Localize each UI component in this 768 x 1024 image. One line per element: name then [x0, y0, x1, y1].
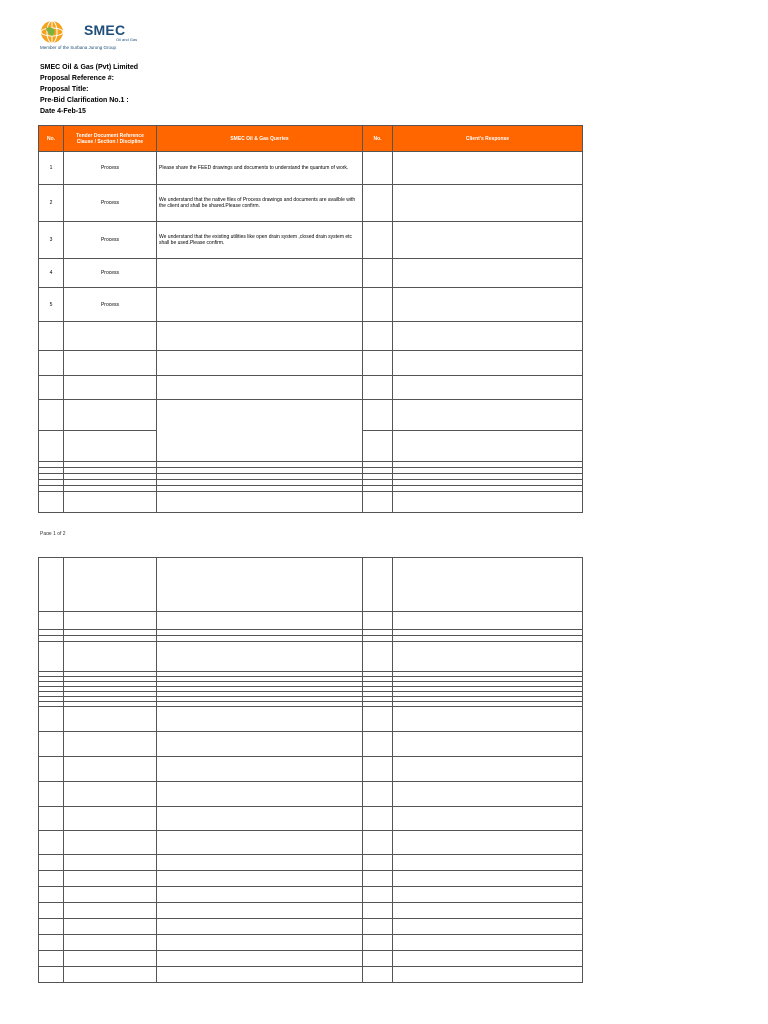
table-row — [39, 288, 583, 322]
table-row — [39, 351, 583, 376]
row-number: 1 — [39, 152, 64, 185]
row-query: Please share the FEED drawings and documents to understand the quantum of work. — [157, 152, 363, 185]
row-query — [157, 259, 363, 288]
table-row — [39, 831, 583, 855]
logo-subtitle: Oil and Gas — [116, 37, 138, 42]
row-response — [393, 152, 583, 185]
table-row — [39, 951, 583, 967]
proposal-title: Proposal Title: — [40, 86, 89, 93]
row-reference: Process — [64, 222, 157, 259]
row-reference: Process — [64, 152, 157, 185]
table-row — [39, 322, 583, 351]
table-row — [39, 967, 583, 983]
row-number: 2 — [39, 185, 64, 222]
table-row — [39, 871, 583, 887]
table-row — [39, 492, 583, 513]
table-row — [39, 376, 583, 400]
proposal-info — [40, 62, 138, 117]
row-no-cell — [363, 185, 393, 222]
header-no-2: No. — [363, 126, 393, 152]
row-response — [393, 185, 583, 222]
logo-member-text: Member of the Surbana Jurong Group — [40, 45, 117, 50]
header-reference: Tender Document Reference Clause / Section / Discipline — [64, 126, 157, 152]
proposal-reference: Proposal Reference #: — [40, 75, 114, 82]
row-reference: Process — [64, 185, 157, 222]
table-row — [39, 919, 583, 935]
row-no-cell — [363, 259, 393, 288]
page-number: Page 1 of 2 — [40, 531, 66, 535]
table-row — [39, 612, 583, 630]
row-reference: Process — [64, 259, 157, 288]
table-row — [39, 807, 583, 831]
logo-name: SMEC — [84, 22, 126, 38]
header-response: Client's Response — [393, 126, 583, 152]
table-row — [39, 903, 583, 919]
company-logo — [40, 20, 150, 54]
table-row — [39, 185, 583, 222]
row-no-cell — [363, 288, 393, 322]
document-date: Date 4-Feb-15 — [40, 108, 86, 115]
row-response — [393, 222, 583, 259]
clarification-table — [38, 125, 583, 513]
globe-logo-icon — [40, 20, 82, 44]
table-row — [39, 707, 583, 732]
table-row — [39, 259, 583, 288]
table-row — [39, 935, 583, 951]
row-reference: Process — [64, 288, 157, 322]
table-row — [39, 887, 583, 903]
company-name: SMEC Oil & Gas (Pvt) Limited — [40, 64, 139, 71]
row-query: We understand that the native files of Process drawings and documents are availble with the client and shall be shared.Please confirm. — [157, 185, 363, 222]
header-no: No. — [39, 126, 64, 152]
row-number: 4 — [39, 259, 64, 288]
header-queries: SMEC Oil & Gas Queries — [157, 126, 363, 152]
table-row — [39, 152, 583, 185]
table-row — [39, 222, 583, 259]
row-response — [393, 288, 583, 322]
continuation-table — [38, 557, 583, 983]
table-header-row — [39, 126, 583, 152]
row-query — [157, 288, 363, 322]
clarification-number: Pre-Bid Clarification No.1 : — [40, 97, 129, 104]
table-row — [39, 558, 583, 612]
table-row — [39, 757, 583, 782]
row-number: 3 — [39, 222, 64, 259]
row-no-cell — [363, 222, 393, 259]
table-row — [39, 400, 583, 431]
table-row — [39, 732, 583, 757]
table-row — [39, 642, 583, 672]
table-row — [39, 855, 583, 871]
row-number: 5 — [39, 288, 64, 322]
table-row — [39, 782, 583, 807]
row-no-cell — [363, 152, 393, 185]
row-response — [393, 259, 583, 288]
row-query: We understand that the existing utilities like open drain system ,closed drain system etc shall be used.Please confirm. — [157, 222, 363, 259]
